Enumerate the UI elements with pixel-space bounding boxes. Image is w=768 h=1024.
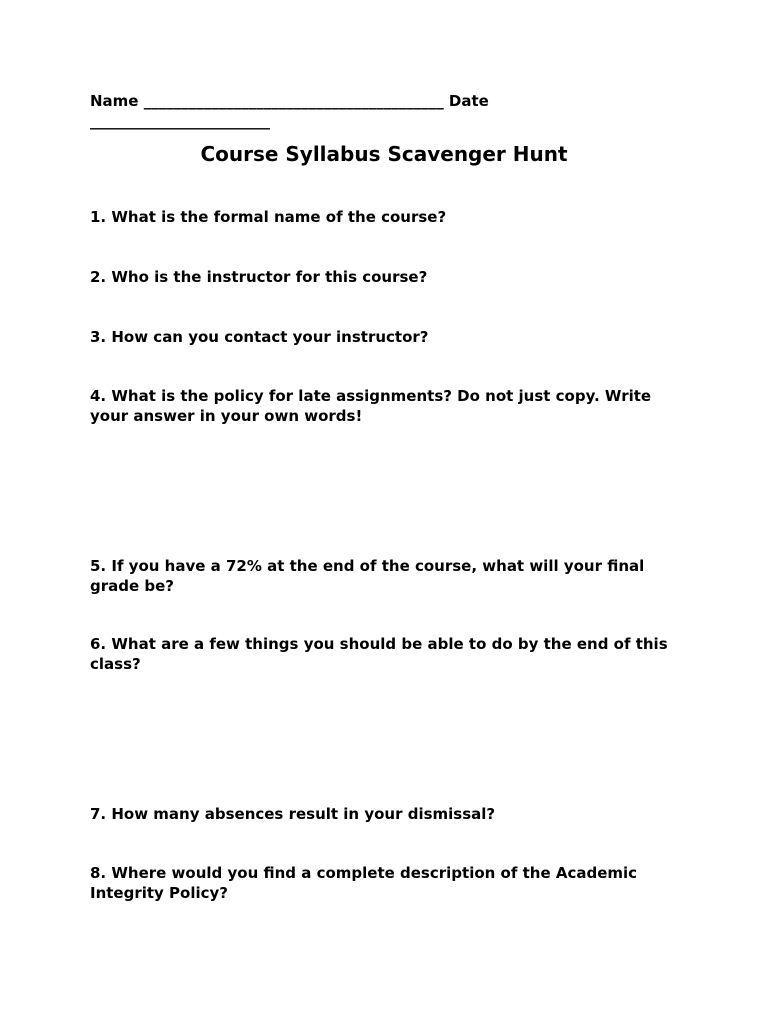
question-5: 5. If you have a 72% at the end of the course, what will your final grade be?	[90, 557, 645, 595]
date-blank-line: ________________________	[90, 112, 270, 130]
question-3: 3. How can you contact your instructor?	[90, 328, 429, 346]
question-2: 2. Who is the instructor for this course?	[90, 268, 428, 286]
name-date-line: Name ________________________________________ Date	[90, 92, 489, 110]
page-title: Course Syllabus Scavenger Hunt	[200, 142, 568, 166]
question-7: 7. How many absences result in your dismissal?	[90, 805, 496, 823]
question-8: 8. Where would you find a complete description of the Academic Integrity Policy?	[90, 864, 638, 902]
question-1: 1. What is the formal name of the course?	[90, 208, 447, 226]
question-4: 4. What is the policy for late assignments? Do not just copy. Write your answer in your own words!	[90, 387, 652, 425]
question-6: 6. What are a few things you should be able to do by the end of this class?	[90, 635, 668, 673]
